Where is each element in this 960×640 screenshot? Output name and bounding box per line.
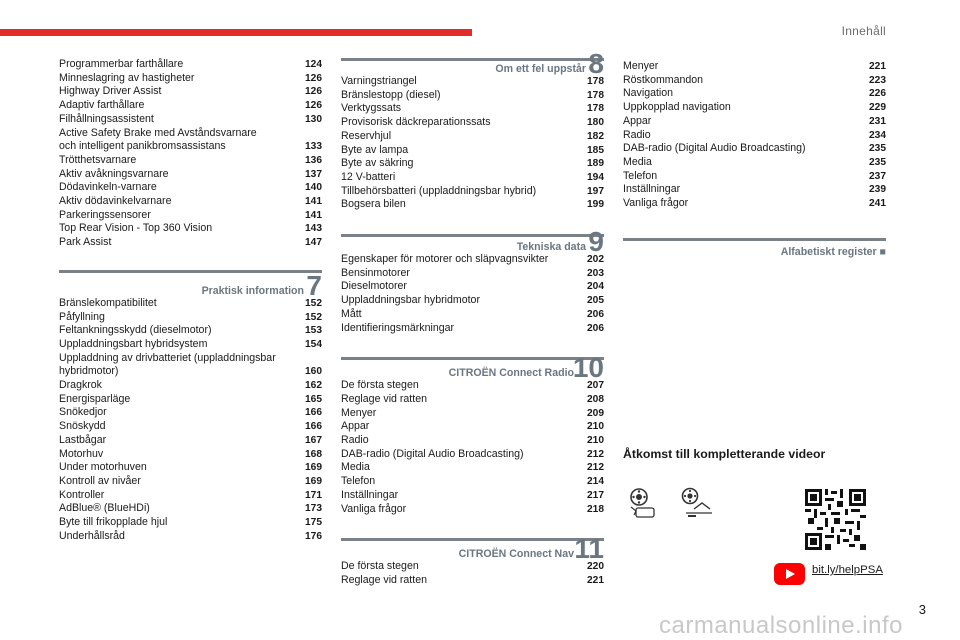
toc-entry-label[interactable]: Appar xyxy=(341,420,370,433)
toc-entry[interactable] xyxy=(623,183,886,197)
toc-entry-label[interactable]: Dieselmotorer xyxy=(341,280,407,293)
toc-entry[interactable] xyxy=(341,448,604,462)
toc-entry-label[interactable]: Verktygssats xyxy=(341,102,402,115)
toc-entry-page: 235 xyxy=(869,156,886,168)
toc-entry-page: 229 xyxy=(869,102,886,114)
toc-entry-page: 210 xyxy=(587,421,604,433)
toc-entry-label[interactable]: Provisorisk däckreparationssats xyxy=(341,116,491,129)
toc-entry-page: 166 xyxy=(305,407,322,419)
toc-entry[interactable] xyxy=(59,127,322,141)
toc-entry[interactable] xyxy=(341,130,604,144)
toc-entry-label[interactable]: Varningstriangel xyxy=(341,75,417,87)
toc-entry[interactable] xyxy=(341,560,604,574)
toc-entry[interactable] xyxy=(59,85,322,99)
toc-entry[interactable] xyxy=(59,181,322,195)
page-number: 3 xyxy=(918,602,926,617)
toc-entry-page: 206 xyxy=(587,322,604,334)
section-8 xyxy=(341,48,604,212)
toc-entry-page: 169 xyxy=(305,462,322,474)
toc-entry-page: 180 xyxy=(587,117,604,129)
toc-entry-label[interactable]: Feltankningsskydd (dieselmotor) xyxy=(59,324,212,337)
help-videos-link[interactable]: bit.ly/helpPSA xyxy=(812,564,883,576)
section-divider-line xyxy=(341,538,604,541)
toc-entry-page: 223 xyxy=(869,74,886,86)
toc-entry[interactable] xyxy=(59,434,322,448)
section-11-title: CITROËN Connect Nav xyxy=(458,548,574,561)
toc-entry-label[interactable]: Aktiv avåkningsvarnare xyxy=(59,167,169,180)
vehicle-help-icon xyxy=(680,487,714,524)
section-9-header xyxy=(341,226,604,258)
toc-entry-page: 178 xyxy=(587,89,604,101)
section-9-number: 9 xyxy=(588,226,604,258)
toc-entry-page: 235 xyxy=(869,143,886,155)
toc-entry-label[interactable]: Kontroller xyxy=(59,488,105,501)
toc-entry-page: 208 xyxy=(587,393,604,405)
toc-entry-label[interactable]: Aktiv dödavinkelvarnare xyxy=(59,195,172,208)
toc-entry[interactable] xyxy=(623,60,886,74)
toc-entry[interactable] xyxy=(341,407,604,421)
toc-entry-label[interactable]: Minneslagring av hastigheter xyxy=(59,71,195,84)
toc-entry-label[interactable]: Uppkopplad navigation xyxy=(623,101,731,114)
toc-entry[interactable] xyxy=(341,144,604,158)
toc-entry-page: 226 xyxy=(869,88,886,100)
section-11-entries xyxy=(341,560,604,587)
toc-entry-label[interactable]: AdBlue® (BlueHDi) xyxy=(59,502,150,515)
toc-entry-page: 218 xyxy=(587,503,604,515)
toc-entry-label[interactable]: Park Assist xyxy=(59,236,112,249)
toc-entry-page: 207 xyxy=(587,380,604,392)
toc-entry[interactable] xyxy=(341,102,604,116)
toc-entry[interactable] xyxy=(59,489,322,503)
toc-entry-label[interactable]: och intelligent panikbromsassistans xyxy=(59,140,226,153)
toc-entry-page: 182 xyxy=(587,130,604,142)
toc-entry-label[interactable]: Snöskydd xyxy=(59,420,106,433)
section-10-entries xyxy=(341,379,604,516)
toc-entry[interactable] xyxy=(623,87,886,101)
toc-entry-page: 147 xyxy=(305,237,322,249)
toc-entry-label[interactable]: Påfyllning xyxy=(59,310,105,323)
toc-entry[interactable] xyxy=(59,297,322,311)
toc-entry-page: 202 xyxy=(587,254,604,266)
toc-entry[interactable] xyxy=(59,379,322,393)
toc-entry-label[interactable]: Energisparläge xyxy=(59,392,131,405)
toc-entry-label[interactable]: Egenskaper för motorer och släpvagnsvikter xyxy=(341,253,549,266)
toc-entry-page: 234 xyxy=(869,129,886,141)
toc-entry[interactable] xyxy=(341,157,604,171)
toc-entry[interactable] xyxy=(341,434,604,448)
toc-entry-page: 214 xyxy=(587,476,604,488)
toc-entry-page: 126 xyxy=(305,86,322,98)
toc-entry-page: 124 xyxy=(305,59,322,70)
toc-entry[interactable] xyxy=(623,115,886,129)
toc-entry-page: 220 xyxy=(587,561,604,573)
toc-entry[interactable] xyxy=(59,530,322,544)
toc-entry[interactable] xyxy=(59,236,322,250)
section-7-title: Praktisk information xyxy=(201,284,304,297)
toc-entry[interactable] xyxy=(341,503,604,517)
toc-entry-page: 167 xyxy=(305,434,322,446)
toc-entry-label[interactable]: Vanliga frågor xyxy=(341,502,407,515)
toc-entry-label[interactable]: Bensinmotorer xyxy=(341,266,410,279)
toc-entry-label[interactable]: Adaptiv farthållare xyxy=(59,99,145,112)
section-8-header xyxy=(341,48,604,79)
toc-entry-page: 136 xyxy=(305,154,322,166)
toc-entry-label[interactable]: Lastbågar xyxy=(59,433,107,446)
section-10-number: 10 xyxy=(572,352,604,384)
toc-entry-label[interactable]: hybridmotor) xyxy=(59,365,119,378)
toc-entry-page: 221 xyxy=(869,61,886,72)
toc-entry-label[interactable]: De första stegen xyxy=(341,379,419,392)
toc-entry[interactable] xyxy=(341,574,604,588)
toc-entry[interactable] xyxy=(341,280,604,294)
toc-entry-page: 173 xyxy=(305,503,322,515)
toc-entry[interactable] xyxy=(341,198,604,212)
toc-entry-label[interactable]: Inställningar xyxy=(341,488,399,501)
toc-entry-label[interactable]: Reglage vid ratten xyxy=(341,573,427,586)
header-accent-bar xyxy=(0,29,472,36)
section-10 xyxy=(341,352,604,516)
toc-entry[interactable] xyxy=(59,154,322,168)
toc-entry-page: 137 xyxy=(305,168,322,180)
toc-entry[interactable] xyxy=(59,140,322,154)
toc-entry[interactable] xyxy=(341,116,604,130)
toc-entry-label[interactable]: Telefon xyxy=(341,475,376,488)
toc-entry-label[interactable]: Reservhjul xyxy=(341,129,392,142)
toc-entry-label[interactable]: Radio xyxy=(623,128,651,141)
toc-entry-page: 175 xyxy=(305,517,322,529)
toc-entry-label[interactable]: DAB-radio (Digital Audio Broadcasting) xyxy=(341,447,524,460)
toc-entry-label[interactable]: Media xyxy=(623,155,652,168)
videos-heading: Åtkomst till kompletterande videor xyxy=(623,447,826,461)
toc-entry-page: 171 xyxy=(305,489,322,501)
toc-entry-label[interactable]: Snökedjor xyxy=(59,406,107,419)
toc-entry[interactable] xyxy=(341,420,604,434)
toc-entry-page: 178 xyxy=(587,103,604,115)
toc-entry-page: 189 xyxy=(587,158,604,170)
toc-entry[interactable] xyxy=(341,89,604,103)
toc-entry-label[interactable]: Under motorhuven xyxy=(59,461,147,474)
toc-entry-label[interactable]: De första stegen xyxy=(341,560,419,573)
toc-entry[interactable] xyxy=(59,222,322,236)
toc-entry-label[interactable]: Uppladdning av drivbatteriet (uppladdningsbar xyxy=(59,351,276,364)
toc-entries-nav xyxy=(623,60,886,211)
toc-entry-label[interactable]: Filhållningsassistent xyxy=(59,112,154,125)
toc-entry-label[interactable]: Motorhuv xyxy=(59,447,104,460)
youtube-icon[interactable] xyxy=(774,563,805,585)
toc-entry-label[interactable]: Reglage vid ratten xyxy=(341,392,427,405)
toc-entry-label[interactable]: Dödavinkeln-varnare xyxy=(59,181,157,194)
toc-entry-page: 153 xyxy=(305,325,322,337)
toc-entry[interactable] xyxy=(59,168,322,182)
toc-entry-label[interactable]: Identifieringsmärkningar xyxy=(341,321,455,334)
toc-entry-label[interactable]: Underhållsråd xyxy=(59,529,125,542)
section-8-entries xyxy=(341,75,604,212)
toc-entry-label[interactable]: Appar xyxy=(623,114,652,127)
toc-entry-label[interactable]: Dragkrok xyxy=(59,379,102,392)
toc-entry-page: 204 xyxy=(587,281,604,293)
qr-code xyxy=(805,489,866,550)
toc-entry-page: 154 xyxy=(305,338,322,350)
toc-column-2 xyxy=(341,48,604,588)
toc-entry-label[interactable]: Media xyxy=(341,461,370,474)
section-divider-line xyxy=(341,234,604,237)
section-7 xyxy=(59,270,322,544)
toc-entry[interactable] xyxy=(341,322,604,336)
toc-entry[interactable] xyxy=(59,58,322,72)
toc-entry-page: 185 xyxy=(587,144,604,156)
toc-entry-page: 221 xyxy=(587,574,604,586)
toc-entry[interactable] xyxy=(623,156,886,170)
toc-entry-label[interactable]: Menyer xyxy=(341,406,377,419)
toc-entry-page: 237 xyxy=(869,170,886,182)
section-9-entries xyxy=(341,253,604,335)
toc-entry[interactable] xyxy=(59,72,322,86)
toc-entry-label[interactable]: Menyer xyxy=(623,60,659,72)
alphabetical-index-title[interactable]: Alfabetiskt register ■ xyxy=(780,245,886,258)
toc-entry[interactable] xyxy=(59,324,322,338)
toc-entry-label[interactable]: Parkeringssensorer xyxy=(59,208,151,221)
toc-entry-page: 168 xyxy=(305,448,322,460)
toc-entry-page: 169 xyxy=(305,475,322,487)
toc-entry[interactable] xyxy=(341,308,604,322)
section-divider-line xyxy=(59,270,322,273)
toc-entry-page: 176 xyxy=(305,530,322,542)
toc-entry-label[interactable]: Active Safety Brake med Avståndsvarnare xyxy=(59,126,257,139)
toc-entry[interactable] xyxy=(59,209,322,223)
section-8-number: 8 xyxy=(588,48,604,79)
toc-entry-label[interactable]: Inställningar xyxy=(623,183,681,196)
toc-entry[interactable] xyxy=(623,74,886,88)
toc-entry-page: 152 xyxy=(305,311,322,323)
toc-entry-page: 140 xyxy=(305,182,322,194)
toc-entry-page: 141 xyxy=(305,196,322,208)
section-10-header xyxy=(341,352,604,384)
toc-entry-label[interactable]: Mått xyxy=(341,307,362,320)
page-header-title: Innehåll xyxy=(841,24,886,38)
toc-entry[interactable] xyxy=(341,171,604,185)
toc-entry-label[interactable]: Vanliga frågor xyxy=(623,197,689,210)
toc-entry-page: 212 xyxy=(587,462,604,474)
toc-entry[interactable] xyxy=(59,406,322,420)
alphabetical-index-header[interactable] xyxy=(623,238,886,258)
toc-entry[interactable] xyxy=(341,489,604,503)
toc-entry-label[interactable]: DAB-radio (Digital Audio Broadcasting) xyxy=(623,142,806,155)
toc-entry-page: 212 xyxy=(587,448,604,460)
toc-entry[interactable] xyxy=(341,461,604,475)
toc-entry-page: 143 xyxy=(305,223,322,235)
section-divider-line xyxy=(623,238,886,241)
toc-entry[interactable] xyxy=(59,365,322,379)
toc-entries-safety xyxy=(59,58,322,250)
toc-entry[interactable] xyxy=(59,99,322,113)
toc-entry-page: 203 xyxy=(587,267,604,279)
toc-entry-label[interactable]: Highway Driver Assist xyxy=(59,85,162,98)
toc-entry[interactable] xyxy=(59,516,322,530)
toc-entry[interactable] xyxy=(59,338,322,352)
toc-entry-label[interactable]: Bränslestopp (diesel) xyxy=(341,88,441,101)
section-9 xyxy=(341,226,604,335)
toc-entry[interactable] xyxy=(341,253,604,267)
toc-entry-page: 206 xyxy=(587,308,604,320)
toc-entry[interactable] xyxy=(59,311,322,325)
toc-entry[interactable] xyxy=(341,185,604,199)
toc-entry[interactable] xyxy=(341,475,604,489)
toc-entry-label[interactable]: Trötthetsvarnare xyxy=(59,153,137,166)
toc-entry[interactable] xyxy=(59,502,322,516)
toc-entry-page: 126 xyxy=(305,72,322,84)
toc-entry-page: 162 xyxy=(305,380,322,392)
toc-entry[interactable] xyxy=(59,475,322,489)
toc-entry-label[interactable]: Telefon xyxy=(623,169,658,182)
section-7-number: 7 xyxy=(306,269,322,301)
toc-entry[interactable] xyxy=(59,461,322,475)
toc-column-3 xyxy=(623,58,886,258)
section-11-header xyxy=(341,533,604,565)
toc-entry-label[interactable]: Byte till frikopplade hjul xyxy=(59,516,168,529)
toc-entry-label[interactable]: 12 V-batteri xyxy=(341,170,396,183)
toc-entry[interactable] xyxy=(341,75,604,89)
toc-entry-label[interactable]: Navigation xyxy=(623,87,674,100)
section-11 xyxy=(341,533,604,587)
toc-entry-page: 152 xyxy=(305,297,322,309)
toc-entry-page: 133 xyxy=(305,141,322,153)
toc-entry[interactable] xyxy=(59,113,322,127)
toc-entry[interactable] xyxy=(623,197,886,211)
toc-entry-page: 241 xyxy=(869,198,886,210)
section-10-title: CITROËN Connect Radio xyxy=(448,367,574,380)
toc-entry-page: 126 xyxy=(305,100,322,112)
toc-entry-label[interactable]: Bogsera bilen xyxy=(341,198,406,211)
toc-entry-page: 194 xyxy=(587,171,604,183)
toc-column-1 xyxy=(59,58,322,544)
toc-entry-label[interactable]: Radio xyxy=(341,434,369,447)
toc-entry[interactable] xyxy=(623,170,886,184)
section-7-entries xyxy=(59,297,322,544)
toc-entry-label[interactable]: Tillbehörsbatteri (uppladdningsbar hybrid) xyxy=(341,184,537,197)
toc-entry-label[interactable]: Bränslekompatibilitet xyxy=(59,296,157,309)
section-9-title: Tekniska data xyxy=(516,241,586,254)
video-tutorial-icon xyxy=(628,487,658,524)
toc-entry-page: 141 xyxy=(305,209,322,221)
toc-entry[interactable] xyxy=(59,420,322,434)
section-divider-line xyxy=(341,357,604,360)
toc-entry-page: 205 xyxy=(587,295,604,307)
toc-entry-page: 199 xyxy=(587,199,604,211)
toc-entry[interactable] xyxy=(623,129,886,143)
toc-entry-label[interactable]: Byte av lampa xyxy=(341,143,409,156)
toc-entry[interactable] xyxy=(59,393,322,407)
toc-entry-label[interactable]: Uppladdningsbar hybridmotor xyxy=(341,294,480,307)
toc-entry-page: 197 xyxy=(587,185,604,197)
toc-entry-page: 209 xyxy=(587,407,604,419)
toc-entry[interactable] xyxy=(623,101,886,115)
section-8-title: Om ett fel uppstår xyxy=(495,63,586,75)
section-11-number: 11 xyxy=(574,533,604,565)
toc-entry-label[interactable]: Uppladdningsbart hybridsystem xyxy=(59,337,208,350)
toc-entry-page: 178 xyxy=(587,76,604,87)
toc-entry[interactable] xyxy=(341,294,604,308)
toc-entry-label[interactable]: Kontroll av nivåer xyxy=(59,474,141,487)
section-divider-line xyxy=(341,58,604,61)
toc-entry[interactable] xyxy=(341,267,604,281)
toc-entry-label[interactable]: Top Rear Vision - Top 360 Vision xyxy=(59,222,213,235)
toc-entry-page: 165 xyxy=(305,393,322,405)
toc-entry-page: 239 xyxy=(869,184,886,196)
toc-entry-label[interactable]: Byte av säkring xyxy=(341,157,414,170)
toc-entry[interactable] xyxy=(341,379,604,393)
watermark-text: carmanualsonline.info xyxy=(659,612,903,639)
toc-entry[interactable] xyxy=(59,352,322,366)
toc-entry-label[interactable]: Programmerbar farthållare xyxy=(59,58,184,70)
toc-entry-page: 231 xyxy=(869,115,886,127)
toc-entry-page: 217 xyxy=(587,489,604,501)
toc-entry-label[interactable]: Röstkommandon xyxy=(623,73,704,86)
toc-entry[interactable] xyxy=(59,448,322,462)
toc-entry-page: 130 xyxy=(305,113,322,125)
toc-entry-page: 166 xyxy=(305,421,322,433)
section-7-header xyxy=(59,269,322,301)
toc-entry-page: 210 xyxy=(587,435,604,447)
toc-entry[interactable] xyxy=(623,142,886,156)
toc-entry-page: 160 xyxy=(305,366,322,378)
toc-entry[interactable] xyxy=(59,195,322,209)
toc-entry[interactable] xyxy=(341,393,604,407)
